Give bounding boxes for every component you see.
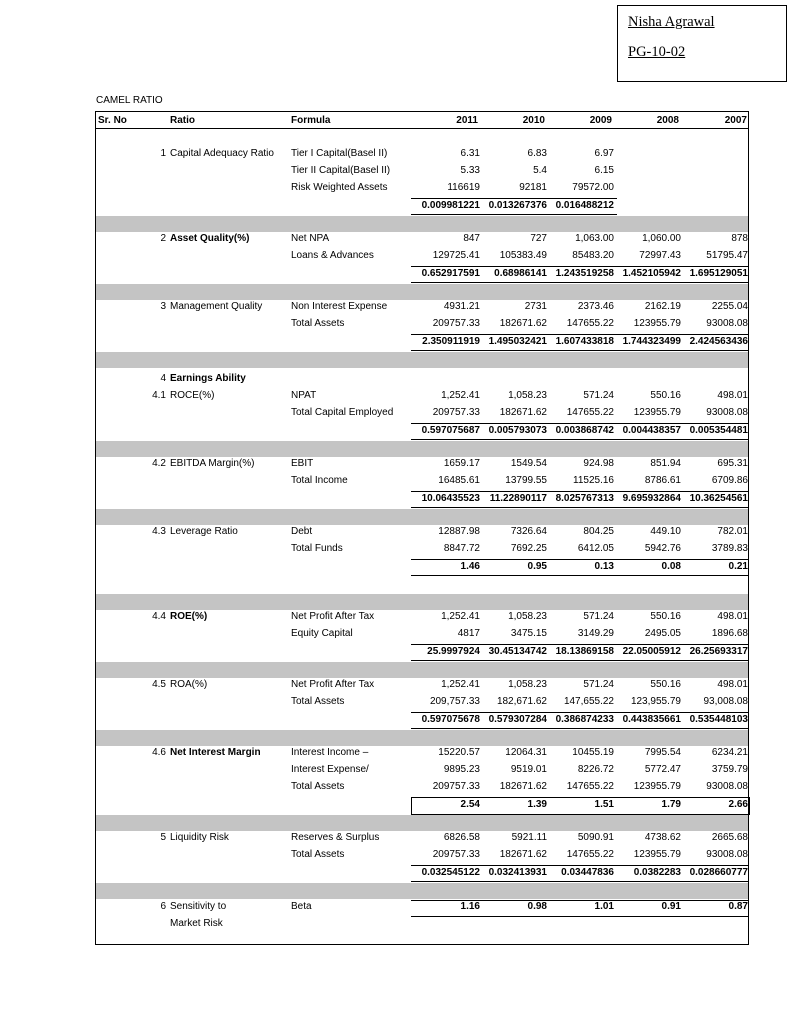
section-number: 4.5	[152, 679, 166, 690]
result-cell: 1.79	[661, 799, 681, 810]
result-cell: 0.016488212	[555, 200, 614, 211]
result-cell: 0.652917591	[421, 268, 480, 279]
result-cell: 1.607433818	[555, 336, 614, 347]
student-id: PG-10-02	[628, 44, 686, 60]
formula-label: Total Funds	[291, 543, 343, 554]
formula-label: Total Assets	[291, 696, 345, 707]
section-number: 4.1	[152, 390, 166, 401]
value-cell: 123,955.79	[630, 696, 681, 707]
section-separator	[96, 883, 748, 899]
formula-label: Non Interest Expense	[291, 301, 388, 312]
value-cell: 209757.33	[432, 849, 480, 860]
value-cell: 147655.22	[566, 407, 614, 418]
section-separator	[96, 594, 748, 610]
result-cell: 2.424563436	[689, 336, 748, 347]
result-cell: 0.005793073	[488, 425, 547, 436]
formula-label: Total Assets	[291, 318, 345, 329]
section-number: 2	[160, 233, 166, 244]
ratio-name: EBITDA Margin(%)	[170, 458, 255, 469]
value-cell: 571.24	[583, 390, 614, 401]
value-cell: 182671.62	[499, 318, 547, 329]
result-cell: 0.95	[527, 561, 547, 572]
result-cell: 0.21	[728, 561, 748, 572]
header-2011: 2011	[456, 115, 478, 126]
value-cell: 4817	[457, 628, 480, 639]
value-cell: 1896.68	[711, 628, 748, 639]
result-cell: 1.51	[594, 799, 614, 810]
result-cell: 22.05005912	[622, 646, 681, 657]
total-line	[411, 865, 749, 866]
value-cell: 2665.68	[711, 832, 748, 843]
value-cell: 0.87	[728, 901, 748, 912]
header-formula: Formula	[291, 115, 331, 126]
value-cell: 182671.62	[499, 407, 547, 418]
result-cell: 0.386874233	[555, 714, 614, 725]
value-cell: 2373.46	[577, 301, 614, 312]
ratio-name: Capital Adequacy Ratio	[170, 148, 274, 159]
value-cell: 0.91	[661, 901, 681, 912]
ratio-name: Asset Quality(%)	[170, 233, 250, 244]
value-cell: 105383.49	[499, 250, 547, 261]
value-cell: 3789.83	[711, 543, 748, 554]
result-box	[411, 797, 750, 815]
value-cell: 147,655.22	[563, 696, 614, 707]
result-cell: 25.9997924	[427, 646, 480, 657]
ratio-name: ROA(%)	[170, 679, 208, 690]
ratio-name: Management Quality	[170, 301, 263, 312]
value-cell: 5921.11	[511, 832, 547, 843]
value-cell: 12064.31	[505, 747, 547, 758]
formula-label: EBIT	[291, 458, 314, 469]
value-cell: 2162.19	[644, 301, 681, 312]
value-cell: 2731	[524, 301, 547, 312]
table-caption: CAMEL RATIO	[96, 95, 163, 106]
section-number: 4.3	[152, 526, 166, 537]
total-line	[411, 198, 617, 199]
formula-label: Total Assets	[291, 849, 345, 860]
result-cell: 0.13	[594, 561, 614, 572]
value-cell: 5942.76	[644, 543, 681, 554]
section-number: 3	[160, 301, 166, 312]
value-cell: 93008.08	[706, 849, 748, 860]
ratio-name: Leverage Ratio	[170, 526, 238, 537]
result-cell: 2.66	[728, 799, 748, 810]
result-cell: 0.579307284	[488, 714, 547, 725]
section-number: 6	[160, 901, 166, 912]
section-separator	[96, 815, 748, 831]
value-cell: 924.98	[583, 458, 614, 469]
value-cell: 93008.08	[706, 781, 748, 792]
value-cell: 6.15	[594, 165, 614, 176]
value-cell: 571.24	[583, 611, 614, 622]
value-cell: 92181	[519, 182, 547, 193]
total-line	[411, 266, 749, 267]
value-cell: 209757.33	[432, 407, 480, 418]
value-cell: 123955.79	[633, 781, 681, 792]
result-cell: 1.695129051	[689, 268, 748, 279]
value-cell: 10455.19	[572, 747, 614, 758]
result-cell: 11.22890117	[489, 493, 547, 504]
value-cell: 550.16	[650, 390, 681, 401]
header-ratio: Ratio	[170, 115, 195, 126]
total-line	[411, 559, 749, 560]
value-cell: 7326.64	[510, 526, 547, 537]
value-cell: 3759.79	[711, 764, 748, 775]
value-cell: 1,058.23	[508, 611, 547, 622]
section-separator	[96, 216, 748, 232]
total-underline	[411, 439, 749, 440]
value-cell: 1,060.00	[642, 233, 681, 244]
total-underline	[411, 660, 749, 661]
result-cell: 1.39	[527, 799, 547, 810]
result-cell: 0.028660777	[689, 867, 748, 878]
section-separator	[96, 730, 748, 746]
section-number: 1	[160, 148, 166, 159]
section-separator	[96, 352, 748, 368]
header-2008: 2008	[656, 115, 679, 126]
formula-label: Tier II Capital(Basel II)	[291, 165, 391, 176]
value-cell: 1.16	[460, 901, 480, 912]
value-cell: 15220.57	[438, 747, 480, 758]
result-cell: 10.36254561	[689, 493, 748, 504]
value-cell: 782.01	[717, 526, 748, 537]
header-sr-no: Sr. No	[98, 115, 127, 126]
result-cell: 0.003868742	[555, 425, 614, 436]
result-cell: 0.032545122	[421, 867, 480, 878]
result-cell: 0.009981221	[421, 200, 480, 211]
formula-label: Debt	[291, 526, 313, 537]
formula-label: Net Profit After Tax	[291, 611, 375, 622]
ratio-name: Earnings Ability	[170, 373, 246, 384]
value-cell: 3475.15	[510, 628, 547, 639]
result-cell: 2.350911919	[422, 336, 480, 347]
value-cell: 1,252.41	[441, 679, 480, 690]
value-cell: 6709.86	[711, 475, 748, 486]
result-cell: 9.695932864	[622, 493, 681, 504]
value-cell: 1,252.41	[441, 390, 480, 401]
student-info-box	[617, 5, 787, 82]
result-cell: 18.13869158	[555, 646, 614, 657]
value-cell: 6.83	[527, 148, 547, 159]
section-number: 4.4	[152, 611, 166, 622]
value-cell: 72997.43	[639, 250, 681, 261]
value-cell: 1,058.23	[508, 679, 547, 690]
table-header	[96, 112, 748, 129]
value-cell: 182671.62	[499, 781, 547, 792]
value-cell: 498.01	[717, 611, 748, 622]
value-cell: 3149.29	[577, 628, 614, 639]
formula-label: Total Assets	[291, 781, 345, 792]
result-cell: 1.495032421	[488, 336, 547, 347]
student-name: Nisha Agrawal	[628, 14, 715, 30]
total-underline	[411, 282, 749, 283]
value-cell: 6.31	[460, 148, 480, 159]
total-underline	[411, 507, 749, 508]
result-cell: 26.25693317	[689, 646, 748, 657]
value-cell: 182671.62	[499, 849, 547, 860]
value-cell: 550.16	[650, 611, 681, 622]
ratio-name: Sensitivity to	[170, 901, 227, 912]
total-underline	[411, 350, 749, 351]
result-cell: 0.013267376	[488, 200, 547, 211]
value-cell: 449.10	[650, 526, 681, 537]
result-cell: 0.005354481	[689, 425, 748, 436]
ratio-name: Net Interest Margin	[170, 747, 261, 758]
result-cell: 0.08	[661, 561, 681, 572]
value-cell: 9519.01	[510, 764, 547, 775]
header-2010: 2010	[522, 115, 545, 126]
value-cell: 8786.61	[644, 475, 681, 486]
formula-label: Tier I Capital(Basel II)	[291, 148, 388, 159]
ratio-name: ROCE(%)	[170, 390, 215, 401]
value-cell: 8847.72	[443, 543, 480, 554]
value-cell: 6412.05	[577, 543, 614, 554]
total-underline	[411, 575, 749, 576]
formula-label: Loans & Advances	[291, 250, 374, 261]
value-cell: 7995.54	[644, 747, 681, 758]
ratio-name: Liquidity Risk	[170, 832, 229, 843]
formula-label: NPAT	[291, 390, 317, 401]
value-cell: 147655.22	[566, 318, 614, 329]
value-cell: 498.01	[717, 390, 748, 401]
total-line	[411, 916, 749, 917]
value-cell: 123955.79	[633, 407, 681, 418]
value-cell: 147655.22	[566, 781, 614, 792]
total-line	[411, 334, 749, 335]
ratio-name: ROE(%)	[170, 611, 208, 622]
value-cell: 804.25	[583, 526, 614, 537]
section-separator	[96, 441, 748, 457]
value-cell: 571.24	[583, 679, 614, 690]
header-2009: 2009	[589, 115, 612, 126]
value-cell: 116619	[447, 182, 480, 193]
value-cell: 847	[463, 233, 480, 244]
section-number: 4	[160, 373, 166, 384]
section-separator	[96, 284, 748, 300]
value-cell: 6826.58	[443, 832, 480, 843]
result-cell: 0.597075687	[421, 425, 480, 436]
formula-label: Total Income	[291, 475, 348, 486]
value-cell: 123955.79	[633, 849, 681, 860]
value-cell: 1,058.23	[508, 390, 547, 401]
result-cell: 0.03447836	[561, 867, 614, 878]
section-number: 4.2	[152, 458, 166, 469]
result-cell: 10.06435523	[421, 493, 480, 504]
camel-ratio-table	[95, 111, 749, 945]
value-cell: 182,671.62	[496, 696, 547, 707]
total-line	[411, 423, 749, 424]
value-cell: 5.33	[460, 165, 480, 176]
total-line	[411, 644, 749, 645]
value-cell: 4931.21	[443, 301, 480, 312]
value-cell: 12887.98	[438, 526, 480, 537]
total-underline	[411, 728, 749, 729]
formula-label: Beta	[291, 901, 312, 912]
value-cell: 5090.91	[577, 832, 614, 843]
value-cell: 7692.25	[510, 543, 547, 554]
formula-label: Interest Expense/	[291, 764, 369, 775]
value-cell: 498.01	[717, 679, 748, 690]
header-2007: 2007	[724, 115, 747, 126]
value-cell: 1,252.41	[441, 611, 480, 622]
value-cell: 209757.33	[432, 318, 480, 329]
section-separator	[96, 662, 748, 678]
value-cell: 2495.05	[644, 628, 681, 639]
value-cell: 1.01	[594, 901, 614, 912]
value-cell: 695.31	[717, 458, 748, 469]
value-cell: 209,757.33	[429, 696, 480, 707]
result-cell: 0.597075678	[421, 714, 480, 725]
value-cell: 727	[530, 233, 547, 244]
formula-label: Interest Income –	[291, 747, 369, 758]
value-cell: 6234.21	[711, 747, 748, 758]
formula-label: Net NPA	[291, 233, 330, 244]
value-cell: 851.94	[650, 458, 681, 469]
value-cell: 9895.23	[443, 764, 480, 775]
ratio-name-cont: Market Risk	[170, 918, 223, 929]
value-cell: 123955.79	[633, 318, 681, 329]
result-cell: 0.535448103	[689, 714, 748, 725]
value-cell: 16485.61	[438, 475, 480, 486]
value-cell: 129725.41	[432, 250, 480, 261]
total-line	[411, 712, 749, 713]
value-cell: 1,063.00	[575, 233, 614, 244]
value-cell: 1549.54	[510, 458, 547, 469]
value-cell: 209757.33	[432, 781, 480, 792]
total-line	[411, 491, 749, 492]
section-number: 4.6	[152, 747, 166, 758]
value-cell: 85483.20	[572, 250, 614, 261]
result-cell: 0.032413931	[488, 867, 547, 878]
formula-label: Net Profit After Tax	[291, 679, 375, 690]
value-cell: 51795.47	[706, 250, 748, 261]
formula-label: Equity Capital	[291, 628, 353, 639]
result-cell: 1.452105942	[622, 268, 681, 279]
value-cell: 5.4	[533, 165, 547, 176]
value-cell: 93008.08	[706, 318, 748, 329]
value-cell: 5772.47	[644, 764, 681, 775]
value-cell: 93008.08	[706, 407, 748, 418]
value-cell: 878	[731, 233, 748, 244]
value-cell: 0.98	[527, 901, 547, 912]
value-cell: 6.97	[594, 148, 614, 159]
value-cell: 147655.22	[566, 849, 614, 860]
result-cell: 0.0382283	[633, 867, 681, 878]
formula-label: Total Capital Employed	[291, 407, 394, 418]
value-cell: 2255.04	[711, 301, 748, 312]
total-underline	[411, 881, 749, 882]
section-number: 5	[160, 832, 166, 843]
formula-label: Reserves & Surplus	[291, 832, 380, 843]
value-cell: 13799.55	[505, 475, 547, 486]
result-cell: 8.025767313	[555, 493, 614, 504]
value-cell: 8226.72	[577, 764, 614, 775]
result-cell: 0.443835661	[622, 714, 681, 725]
section-separator	[96, 509, 748, 525]
formula-label: Risk Weighted Assets	[291, 182, 388, 193]
result-cell: 1.243519258	[555, 268, 614, 279]
total-underline	[411, 214, 617, 215]
value-cell: 1659.17	[443, 458, 480, 469]
result-cell: 0.004438357	[622, 425, 681, 436]
result-cell: 0.68986141	[494, 268, 547, 279]
value-cell: 93,008.08	[703, 696, 748, 707]
value-cell: 4738.62	[644, 832, 681, 843]
result-cell: 2.54	[460, 799, 480, 810]
value-cell: 550.16	[650, 679, 681, 690]
value-cell: 79572.00	[572, 182, 614, 193]
result-cell: 1.744323499	[622, 336, 681, 347]
total-line	[411, 900, 749, 901]
result-cell: 1.46	[460, 561, 480, 572]
value-cell: 11525.16	[573, 475, 614, 486]
result-cell: 30.45134742	[488, 646, 547, 657]
